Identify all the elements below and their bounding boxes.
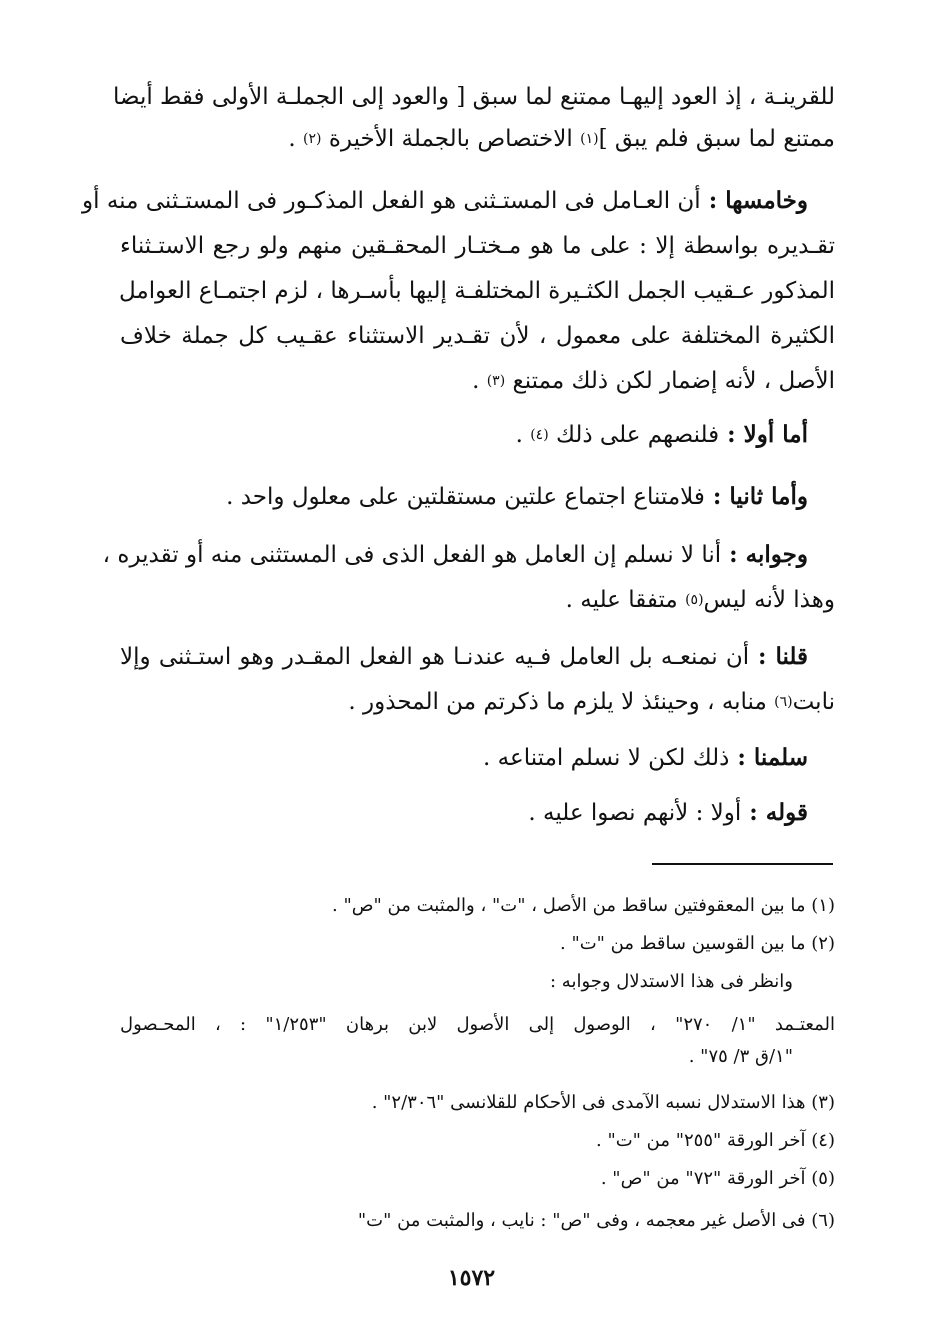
footnote-ref-2: (٢) bbox=[303, 131, 322, 147]
paragraph-lead: أما أولا : bbox=[719, 421, 808, 448]
text-span: الكثيرة المختلفة على معمول ، لأن تقـدير الاستثناء عقـيب كل جملة خلاف bbox=[120, 323, 835, 349]
text-span: . bbox=[515, 422, 531, 448]
footnote-2: (٢) ما بين القوسين ساقط من "ت" . bbox=[560, 933, 835, 954]
paragraph-lead: وأما ثانيا : bbox=[704, 483, 808, 510]
text-line-9 bbox=[120, 482, 808, 512]
footnote-ref-4: (٤) bbox=[530, 427, 549, 443]
text-line-2 bbox=[120, 124, 835, 154]
footnote-divider bbox=[652, 863, 833, 865]
text-span: نابت bbox=[792, 689, 835, 715]
footnote-ref-6: (٦) bbox=[774, 694, 793, 710]
text-line-13 bbox=[120, 687, 835, 717]
text-span: أولا : لأنهم نصوا عليه . bbox=[528, 800, 742, 826]
text-span: ممتنع لما سبق فلم يبق ] bbox=[598, 126, 835, 152]
text-span: أن العـامل فى المستـثنى هو الفعل المذكـور فى المستـثنى منه أو bbox=[82, 188, 701, 214]
text-span: . bbox=[472, 368, 487, 394]
footnote-1: (١) ما بين المعقوفتين ساقط من الأصل ، "ت" ، والمثبت من "ص" . bbox=[332, 895, 835, 916]
text-line-12 bbox=[120, 642, 808, 672]
text-line-10 bbox=[102, 540, 808, 570]
text-span: الأصل ، لأنه إضمار لكن ذلك ممتنع bbox=[505, 368, 835, 394]
text-span: أنا لا نسلم إن العامل هو الفعل الذى فى المستثنى منه أو تقديره ، bbox=[102, 542, 722, 568]
text-span: ذلك لكن لا نسلم امتناعه . bbox=[483, 745, 730, 771]
text-span: المذكور عـقيب الجمل الكثـيرة المختلفـة إليها بأسـرها ، لزم اجتمـاع العوامل bbox=[118, 278, 835, 304]
paragraph-lead: وخامسها : bbox=[700, 187, 808, 214]
text-line-3 bbox=[82, 186, 808, 216]
footnote-6: (٦) فى الأصل غير معجمه ، وفى "ص" : نايب ، والمثبت من "ت" bbox=[357, 1210, 835, 1231]
text-span: . bbox=[288, 126, 304, 152]
text-span: فلامتناع اجتماع علتين مستقلتين على معلول واحد . bbox=[226, 484, 705, 510]
footnote-4: (٤) آخر الورقة "٢٥٥" من "ت" . bbox=[596, 1130, 835, 1151]
footnote-2-refs: المعتـمد "١/ ٢٧٠" ، الوصول إلى الأصول لابن برهان "١/٢٥٣" : ، المحـصول bbox=[120, 1014, 835, 1035]
footnote-3: (٣) هذا الاستدلال نسبه الآمدى فى الأحكام للقلانسى "٢/٣٠٦" . bbox=[371, 1092, 835, 1113]
paragraph-lead: قوله : bbox=[741, 799, 808, 826]
footnote-2-note: وانظر فى هذا الاستدلال وجوابه : bbox=[550, 971, 793, 992]
text-line-14 bbox=[120, 743, 808, 773]
text-span: وهذا لأنه ليس bbox=[703, 587, 835, 613]
paragraph-lead: قلنا : bbox=[749, 643, 808, 670]
text-line-1 bbox=[112, 82, 835, 112]
text-span: للقرينـة ، إذ العود إليهـا ممتنع لما سبق [ والعود إلى الجملـة الأولى فقط أيضا bbox=[112, 84, 835, 110]
text-span: أن نمنعـه بل العامل فـيه عندنـا هو الفعل المقـدر وهو استـثنى وإلا bbox=[120, 644, 750, 670]
text-line-6 bbox=[120, 321, 835, 351]
footnote-ref-1: (١) bbox=[580, 131, 599, 147]
footnote-2-refs-cont: "١/ق ٣/ ٧٥" . bbox=[688, 1046, 793, 1067]
text-span: فلنصهم على ذلك bbox=[548, 422, 720, 448]
page-number: ١٥٧٢ bbox=[447, 1265, 496, 1291]
footnote-ref-5: (٥) bbox=[685, 592, 704, 608]
text-line-4 bbox=[120, 231, 835, 261]
paragraph-lead: وجوابه : bbox=[721, 541, 808, 568]
text-span: الاختصاص بالجملة الأخيرة bbox=[321, 126, 581, 152]
text-span: متفقا عليه . bbox=[565, 587, 686, 613]
text-span: منابه ، وحينئذ لا يلزم ما ذكرتم من المحذور . bbox=[348, 689, 775, 715]
paragraph-lead: سلمنا : bbox=[729, 744, 808, 771]
text-line-8 bbox=[120, 420, 808, 450]
text-line-5 bbox=[120, 276, 835, 306]
text-line-7 bbox=[120, 366, 835, 396]
footnote-ref-3: (٣) bbox=[486, 373, 506, 389]
text-span: تقـديره بواسطة إلا : على ما هو مـختـار المحقـقين منهم ولو رجع الاستـثناء bbox=[120, 233, 835, 259]
text-line-15 bbox=[120, 798, 808, 828]
text-line-11 bbox=[120, 585, 835, 615]
footnote-5: (٥) آخر الورقة "٧٢" من "ص" . bbox=[600, 1168, 835, 1189]
